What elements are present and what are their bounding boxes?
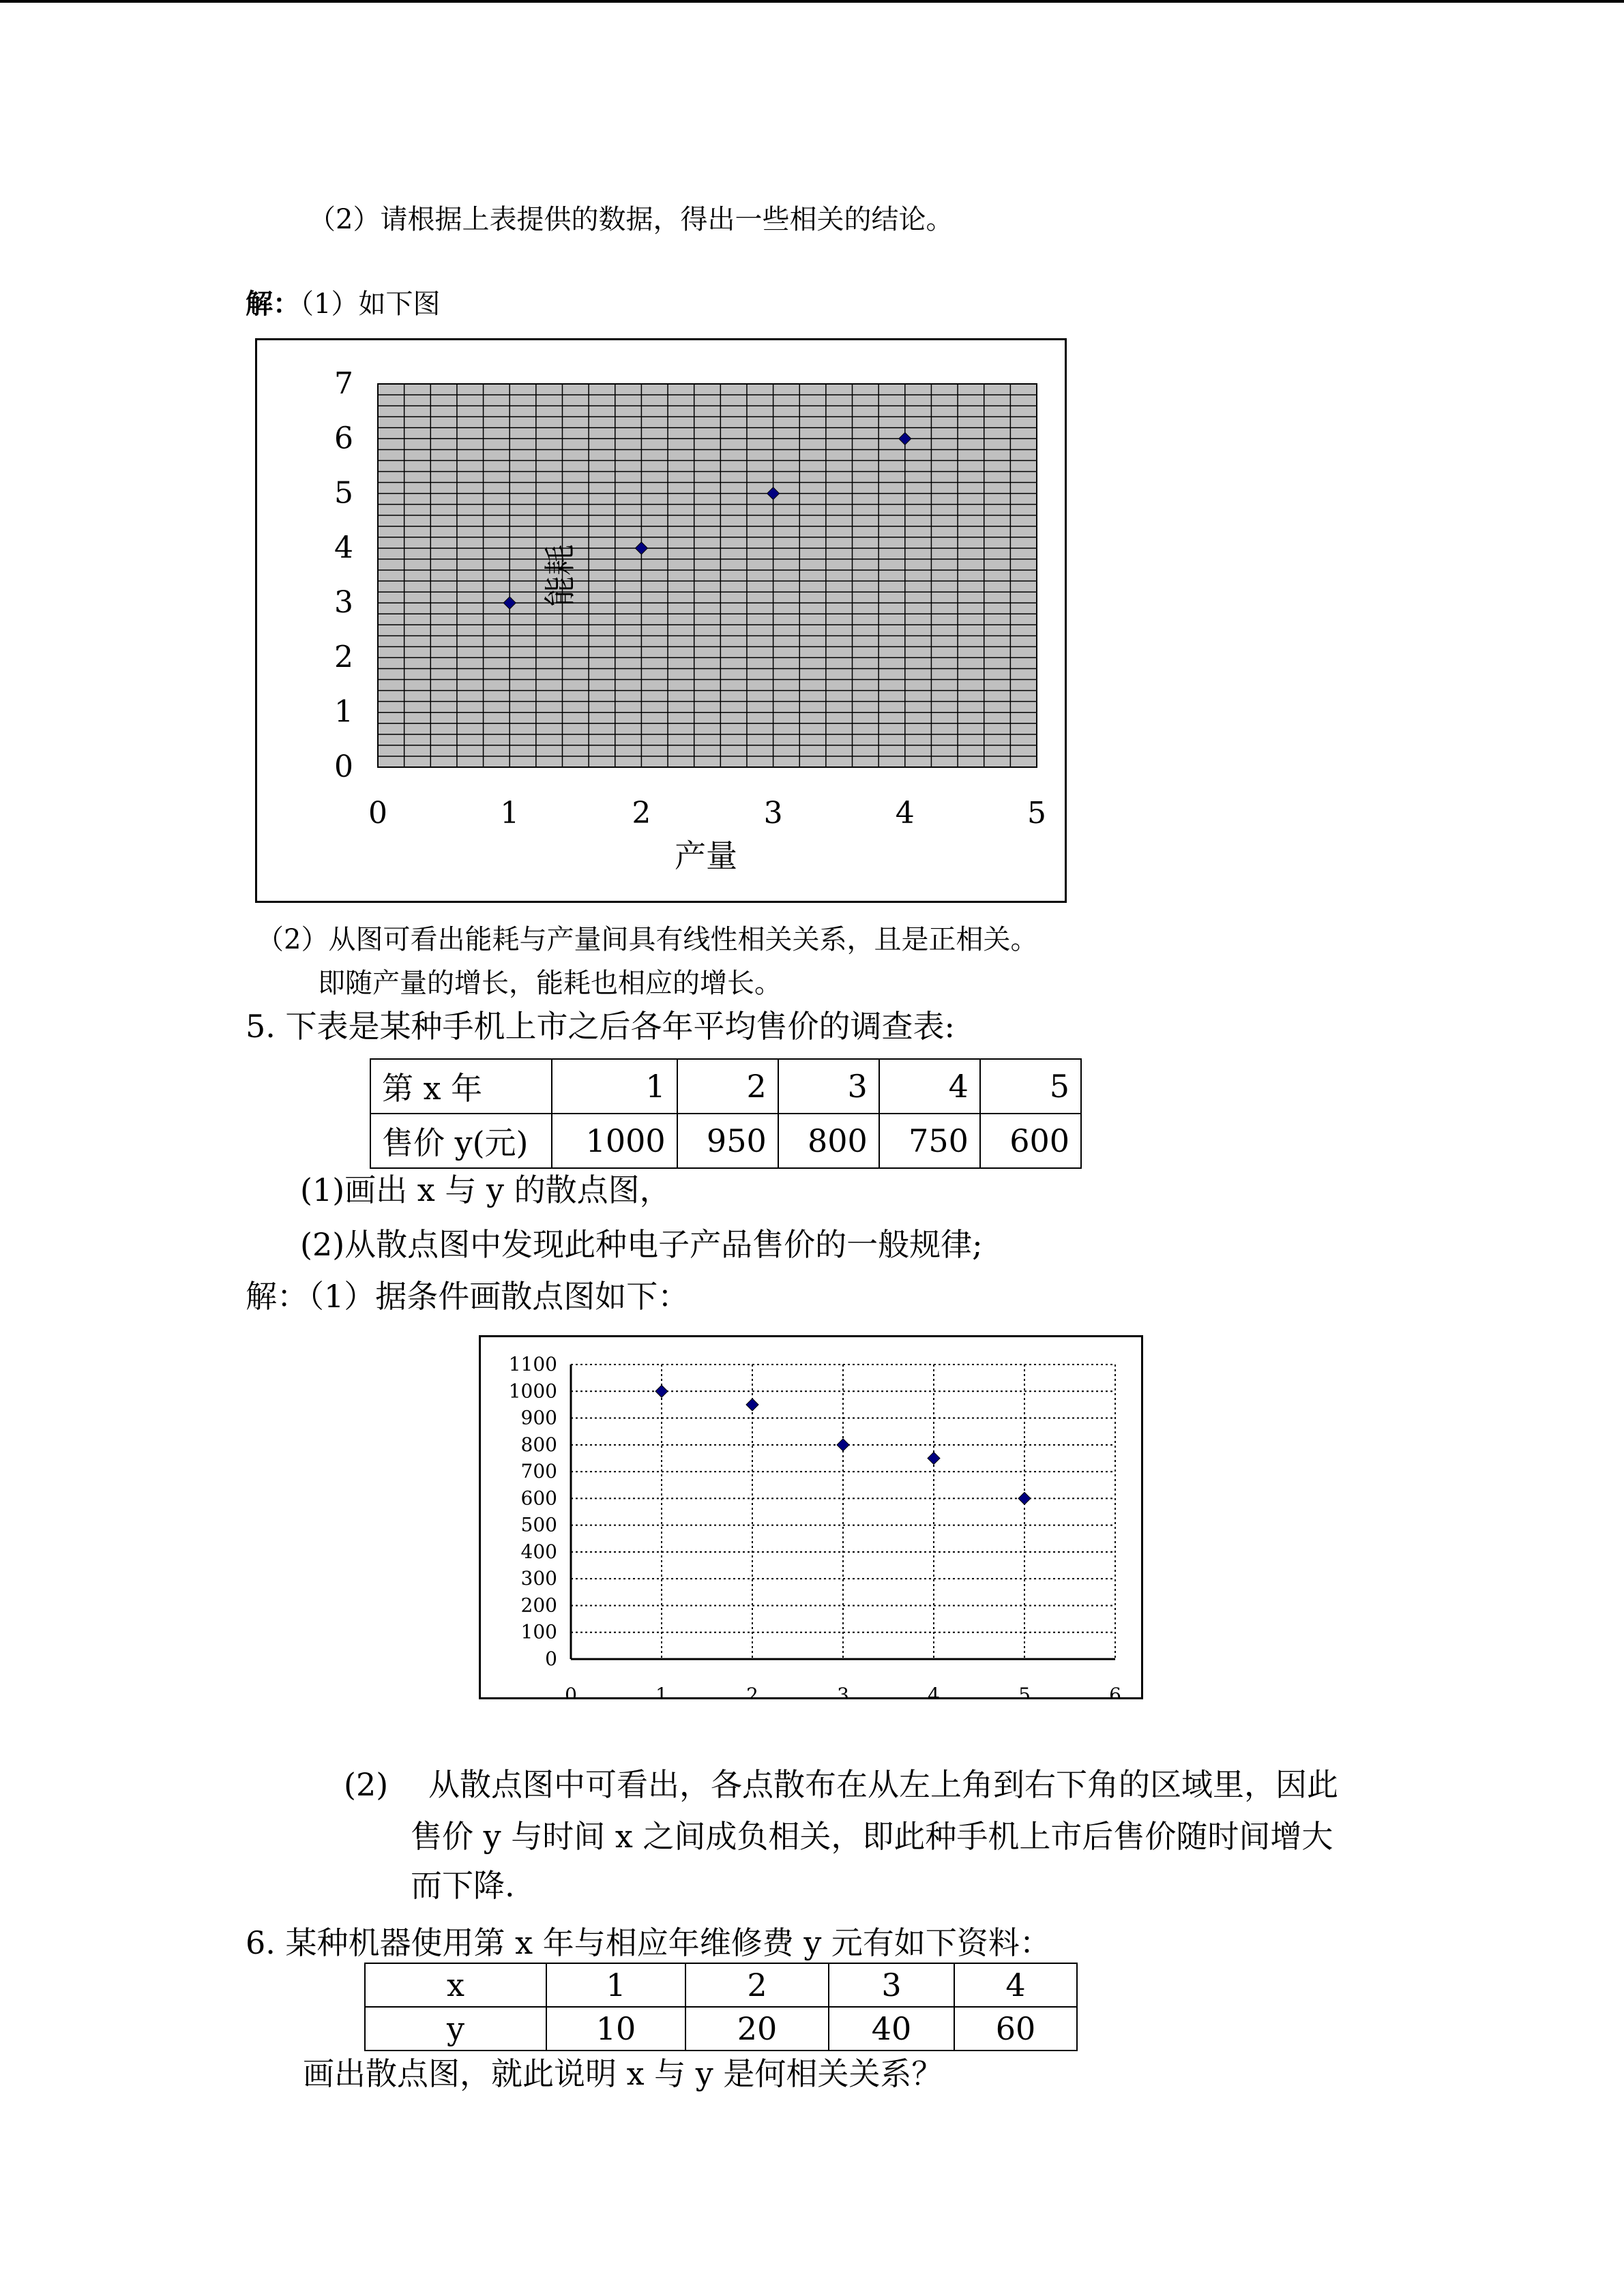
question-6-title: 6. 某种机器使用第 x 年与相应年维修费 y 元有如下资料： bbox=[246, 1924, 1051, 1961]
y-tick-label: 2 bbox=[334, 640, 353, 675]
y-tick-label: 6 bbox=[334, 421, 353, 456]
plot-area bbox=[378, 384, 1037, 767]
row-header-year: 第 x 年 bbox=[370, 1059, 552, 1114]
table-maintenance-cost bbox=[364, 1963, 1078, 2051]
cell-x-5: 5 bbox=[980, 1059, 1081, 1114]
y-tick-label: 500 bbox=[520, 1513, 557, 1536]
x-tick-label: 3 bbox=[763, 796, 783, 831]
row-header-x: x bbox=[365, 1963, 546, 2007]
table-row-price bbox=[370, 1114, 1081, 1168]
y-tick-label: 0 bbox=[545, 1648, 557, 1670]
cell-y-3: 40 bbox=[829, 2007, 954, 2051]
cell-x-3: 3 bbox=[778, 1059, 879, 1114]
y-tick-label: 400 bbox=[520, 1540, 557, 1563]
data-point bbox=[655, 1385, 668, 1397]
y-tick-label: 0 bbox=[334, 749, 353, 784]
y-axis-label: 能耗 bbox=[542, 544, 578, 607]
cell-x-2: 2 bbox=[685, 1963, 829, 2007]
question-5-solution: 解：（1）据条件画散点图如下： bbox=[246, 1278, 690, 1315]
x-tick-label: 0 bbox=[565, 1684, 577, 1697]
data-point bbox=[1018, 1492, 1031, 1504]
cell-y-2: 20 bbox=[685, 2007, 829, 2051]
solution-1-text: （1）如下图 bbox=[300, 288, 441, 320]
cell-y-1: 1000 bbox=[552, 1114, 677, 1168]
cell-x-4: 4 bbox=[954, 1963, 1077, 2007]
x-tick-label: 6 bbox=[1109, 1684, 1121, 1697]
table-price-by-year bbox=[370, 1058, 1082, 1169]
x-tick-label: 5 bbox=[1018, 1684, 1031, 1697]
chart-price-vs-year bbox=[479, 1335, 1143, 1699]
y-tick-label: 5 bbox=[334, 475, 353, 511]
x-tick-label: 4 bbox=[895, 796, 915, 831]
y-tick-label: 100 bbox=[520, 1620, 557, 1643]
x-tick-label: 2 bbox=[632, 796, 651, 831]
data-point bbox=[746, 1399, 758, 1411]
y-tick-label: 4 bbox=[334, 530, 353, 565]
cell-y-4: 750 bbox=[879, 1114, 980, 1168]
y-tick-label: 1000 bbox=[508, 1380, 557, 1403]
y-tick-label: 600 bbox=[520, 1487, 557, 1510]
x-tick-label: 5 bbox=[1027, 796, 1046, 831]
table-row-y bbox=[365, 2007, 1077, 2051]
conclusion-line-2: 即随产量的增长，能耗也相应的增长。 bbox=[318, 968, 782, 999]
table-row-year bbox=[370, 1059, 1081, 1114]
question-6-prompt: 画出散点图，就此说明 x 与 y 是何相关关系？ bbox=[303, 2055, 943, 2092]
y-tick-label: 200 bbox=[520, 1594, 557, 1617]
answer-2-number: (2) bbox=[344, 1766, 389, 1803]
chart-price-vs-year-svg bbox=[481, 1337, 1141, 1697]
cell-x-3: 3 bbox=[829, 1963, 954, 2007]
data-point bbox=[928, 1452, 940, 1464]
x-tick-label: 4 bbox=[928, 1684, 940, 1697]
question-5-part-2: (2)从散点图中发现此种电子产品售价的一般规律; bbox=[300, 1226, 983, 1263]
chart-energy-vs-output bbox=[255, 338, 1067, 903]
page-top-border bbox=[0, 0, 1624, 3]
x-tick-label: 1 bbox=[655, 1684, 668, 1697]
cell-x-1: 1 bbox=[546, 1963, 685, 2007]
y-tick-label: 3 bbox=[334, 585, 353, 621]
answer-2-line-1: 从散点图中可看出，各点散布在从左上角到右下角的区域里，因此 bbox=[428, 1766, 1338, 1803]
row-header-price: 售价 y(元) bbox=[370, 1114, 552, 1168]
question-5-title: 5. 下表是某种手机上市之后各年平均售价的调查表: bbox=[246, 1008, 956, 1045]
cell-x-1: 1 bbox=[552, 1059, 677, 1114]
cell-y-2: 950 bbox=[677, 1114, 778, 1168]
y-tick-label: 700 bbox=[520, 1460, 557, 1483]
cell-y-3: 800 bbox=[778, 1114, 879, 1168]
x-tick-label: 0 bbox=[368, 796, 387, 831]
cell-x-2: 2 bbox=[677, 1059, 778, 1114]
data-point bbox=[837, 1439, 849, 1451]
y-tick-label: 800 bbox=[520, 1433, 557, 1456]
solution-label: 解： bbox=[246, 288, 300, 320]
answer-2-line-2: 售价 y 与时间 x 之间成负相关，即此种手机上市后售价随时间增大 bbox=[411, 1818, 1333, 1855]
cell-y-4: 60 bbox=[954, 2007, 1077, 2051]
y-tick-label: 1100 bbox=[508, 1353, 557, 1375]
conclusion-line-1: （2）从图可看出能耗与产量间具有线性相关关系，且是正相关。 bbox=[256, 924, 1038, 955]
row-header-y: y bbox=[365, 2007, 546, 2051]
question-part-2: （2）请根据上表提供的数据，得出一些相关的结论。 bbox=[308, 204, 954, 235]
cell-y-5: 600 bbox=[980, 1114, 1081, 1168]
solution-1-line bbox=[246, 290, 440, 318]
x-tick-label: 2 bbox=[746, 1684, 758, 1697]
x-tick-label: 3 bbox=[837, 1684, 849, 1697]
y-tick-label: 900 bbox=[520, 1406, 557, 1429]
y-tick-label: 7 bbox=[334, 366, 353, 401]
answer-2-line-3: 而下降. bbox=[411, 1867, 515, 1904]
x-tick-label: 1 bbox=[500, 796, 520, 831]
y-tick-label: 300 bbox=[520, 1567, 557, 1590]
chart-energy-vs-output-svg bbox=[257, 340, 1065, 901]
cell-y-1: 10 bbox=[546, 2007, 685, 2051]
y-tick-label: 1 bbox=[334, 694, 353, 730]
x-axis-label: 产量 bbox=[675, 837, 737, 874]
cell-x-4: 4 bbox=[879, 1059, 980, 1114]
question-5-part-1: (1)画出 x 与 y 的散点图， bbox=[300, 1172, 671, 1208]
table-row-x bbox=[365, 1963, 1077, 2007]
